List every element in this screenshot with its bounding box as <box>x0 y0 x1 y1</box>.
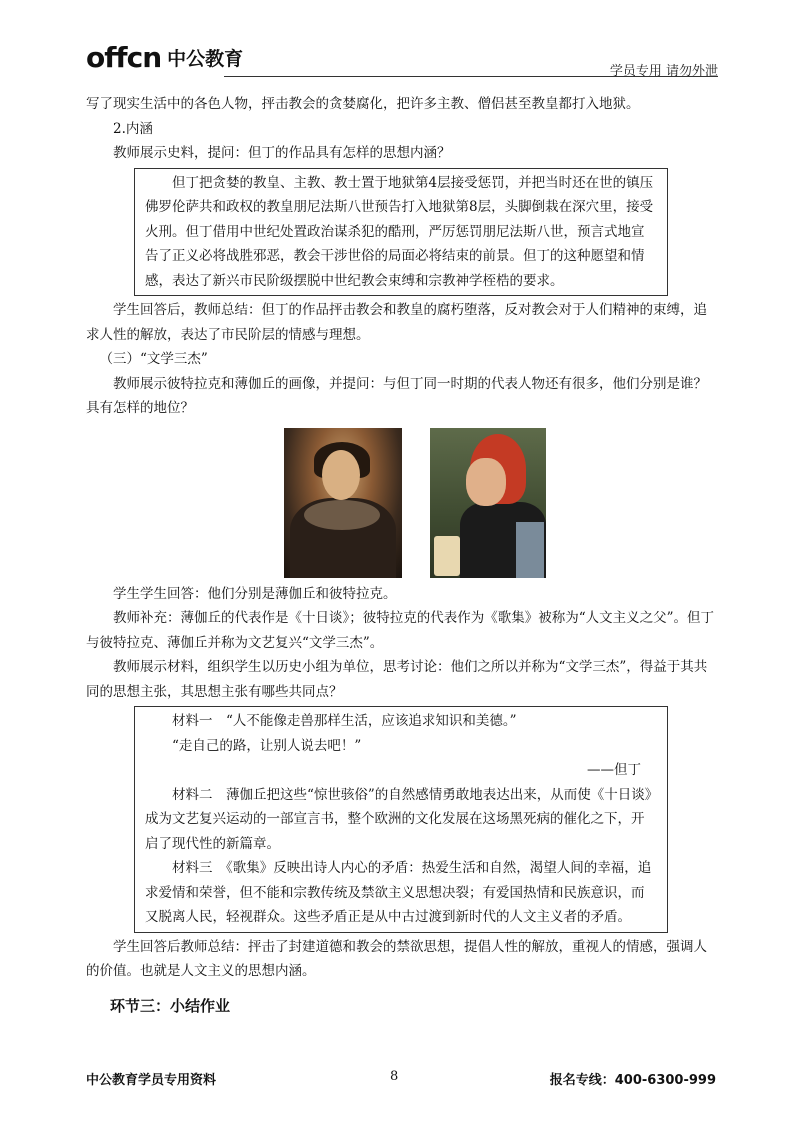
header-notice: 学员专用 请勿外泄 <box>609 64 718 79</box>
material-one-attribution: ——但丁 <box>587 762 641 778</box>
section-heading: 环节三：小结作业 <box>110 996 231 1015</box>
material-three: 材料三 《歌集》反映出诗人内心的矛盾：热爱生活和自然，渴望人间的幸福，追求爱情和荣誉，但不能和宗教传统及禁欲主义思想决裂；有爱国热情和民族意识，而又脱离人民，轻视群众。这些矛盾正是从中古过渡到新时代的人文主义者的矛盾。 <box>145 860 652 925</box>
paragraph: 教师展示材料，组织学生以历史小组为单位，思考讨论：他们之所以并称为“文学三杰”，得益于其共同的思想主张，其思想主张有哪些共同点？ <box>86 659 708 700</box>
source-text: 但丁把贪婪的教皇、主教、教士置于地狱第4层接受惩罚，并把当时还在世的镇压佛罗伦萨共和政权的教皇朋尼法斯八世预告打入地狱第8层，头脚倒栽在深穴里，接受火刑。但丁借用中世纪处置政治谋杀犯的酷刑，严厉惩罚朋尼法斯八世，预言式地宣告了正义必将战胜邪恶，教会干涉世俗的局面必将结束的前景。但丁的这种愿望和情感，表达了新兴市民阶级摆脱中世纪教会束缚和宗教神学桎梏的要求。 <box>145 174 654 289</box>
paragraph: 学生学生回答：他们分别是薄伽丘和彼特拉克。 <box>113 585 397 602</box>
portrait-images <box>86 426 718 582</box>
paragraph: 教师展示史料，提问：但丁的作品具有怎样的思想内涵？ <box>113 145 451 161</box>
subheading-neihan: 2.内涵 <box>113 120 153 137</box>
logo-en-text: offcn <box>86 41 162 74</box>
material-one-quote: “走自己的路，让别人说去吧！” <box>172 737 362 754</box>
logo-cn-text: 中公教育 <box>167 48 244 70</box>
paragraph: 学生回答后教师总结：抨击了封建道德和教会的禁欲思想，提倡人性的解放，重视人的情感，强调人的价值。也就是人文主义的思想内涵。 <box>86 938 707 979</box>
document-body <box>86 92 718 1018</box>
brand-logo <box>86 41 244 74</box>
boccaccio-portrait <box>284 428 402 578</box>
paragraph: 教师展示彼特拉克和薄伽丘的画像，并提问：与但丁同一时期的代表人物还有很多，他们分别是谁？具有怎样的地位？ <box>86 375 707 416</box>
paragraph: 写了现实生活中的各色人物，抨击教会的贪婪腐化，把许多主教、僧侣甚至教皇都打入地狱。 <box>86 96 640 112</box>
petrarch-portrait <box>430 428 546 578</box>
footer-hotline: 报名专线：400-6300-999 <box>549 1073 716 1088</box>
materials-box <box>134 706 668 933</box>
material-two: 材料二 薄伽丘把这些“惊世骇俗”的自然感情勇敢地表达出来，从而使《十日谈》成为文艺复兴运动的一部宣言书，整个欧洲的文化发展在这场黑死病的催化之下，开启了现代性的新篇章。 <box>145 786 652 852</box>
paragraph: 学生回答后，教师总结：但丁的作品抨击教会和教皇的腐朽堕落，反对教会对于人们精神的束缚，追求人性的解放，表达了市民阶层的情感与理想。 <box>86 302 707 343</box>
paragraph: 教师补充：薄伽丘的代表作是《十日谈》；彼特拉克的代表作为《歌集》被称为“人文主义之父”。但丁与彼特拉克、薄伽丘并称为文艺复兴“文学三杰”。 <box>86 610 715 651</box>
page-number: 8 <box>390 1069 399 1084</box>
source-material-box <box>134 168 668 297</box>
page-header <box>86 38 718 80</box>
subheading-sanjie: （三）“文学三杰” <box>99 351 208 367</box>
material-one: 材料一 “人不能像走兽那样生活，应该追求知识和美德。” <box>172 713 517 729</box>
footer-label: 中公教育学员专用资料 <box>86 1073 217 1088</box>
